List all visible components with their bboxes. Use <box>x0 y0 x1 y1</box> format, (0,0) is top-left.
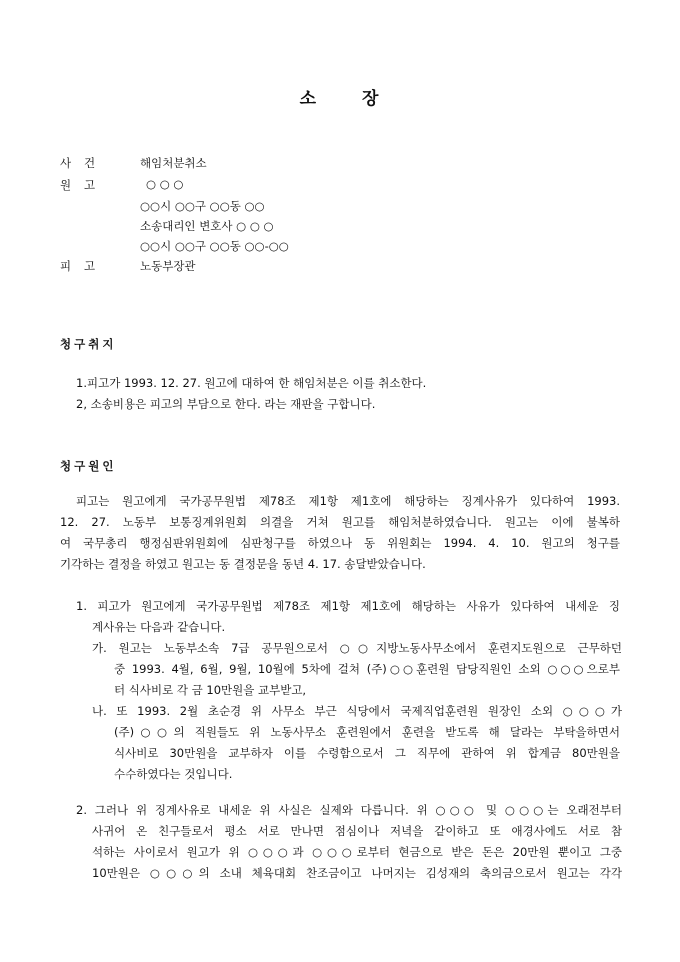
plaintiff-label: 원 고 <box>60 178 96 192</box>
claim-item: 1.피고가 1993. 12. 27. 원고에 대하여 한 해임처분은 이를 취소한다. <box>76 376 427 390</box>
case-label: 사 건 <box>60 156 96 170</box>
plaintiff-name: ○ ○ ○ <box>146 177 184 191</box>
defendant-label: 피 고 <box>60 259 96 273</box>
cause-item-1-na: 나. 또 1993. 2월 초순경 위 사무소 부근 식당에서 국제직업훈련원 원장인 소외 ○○○가 (주)○○의 직원들도 위 노동사무소 훈련원에서 훈련을 받도록 해 달라는 부탁을하면서 식사비로 30만원을 교부하자 이를 수령함으로서 그 직무에 관하여 위 합계금 80만원을 수수하였다는 것입니다. <box>92 704 622 781</box>
claim-items <box>76 373 426 415</box>
defendant-value: 노동부장관 <box>140 259 196 273</box>
cause-item-1: 1. 피고가 원고에게 국가공무원법 제78조 제1항 제1호에 해당하는 사유가 있다하여 내세운 징 계사유는 다음과 같습니다. <box>76 599 620 634</box>
cause-heading: 청구원인 <box>60 459 117 473</box>
title-char: 장 <box>362 89 381 109</box>
claim-heading: 청구취지 <box>60 337 117 351</box>
attorney-address: ○○시 ○○구 ○○동 ○○-○○ <box>140 239 289 253</box>
cause-intro: 피고는 원고에게 국가공무원법 제78조 제1항 제1호에 해당하는 징계사유가 있다하여 1993. 12. 27. 노동부 보통징계위원회 의결을 거쳐 원고를 해임처분하였습니다. 원고는 이에 불복하 여 국무총리 행정심판위원회에 심판청구를 하였으나 동 위원회는 1994. 4. 10. 원고의 청구를 기각하는 결정을 하였고 원고는 동 결정문을 동년 4. 17. 송달받았습니다. <box>60 494 620 571</box>
cause-item-2: 2. 그러나 위 징계사유로 내세운 위 사실은 실제와 다릅니다. 위 ○○○ 및 ○○○는 오래전부터 사귀어 온 친구들로서 평소 서로 만나면 점심이나 저녁을 같이하고 또 애경사에도 서로 참 석하는 사이로서 원고가 위 ○○○과 ○○○로부터 현금으로 받은 돈은 20만원 뿐이고 그중 10만원은 ○○○의 소내 체육대회 찬조금이고 나머지는 김성재의 축의금으로서 원고는 각각 <box>76 803 622 880</box>
claim-item: 2, 소송비용은 피고의 부담으로 한다. 라는 재판을 구합니다. <box>76 397 376 411</box>
title-char: 소 <box>299 89 318 109</box>
document-title <box>0 84 680 109</box>
attorney: 소송대리인 변호사 ○ ○ ○ <box>140 219 274 233</box>
case-value: 해임처분취소 <box>140 156 207 170</box>
plaintiff-address: ○○시 ○○구 ○○동 ○○ <box>140 199 265 213</box>
cause-item-1-ga: 가. 원고는 노동부소속 7급 공무원으로서 ○○지방노동사무소에서 훈련지도원으로 근무하던 중 1993. 4월, 6월, 9월, 10월에 5차에 걸쳐 (주)○○훈련원 담당직원인 소외 ○○○으로부 터 식사비로 각 금 10만원을 교부받고, <box>92 641 622 697</box>
